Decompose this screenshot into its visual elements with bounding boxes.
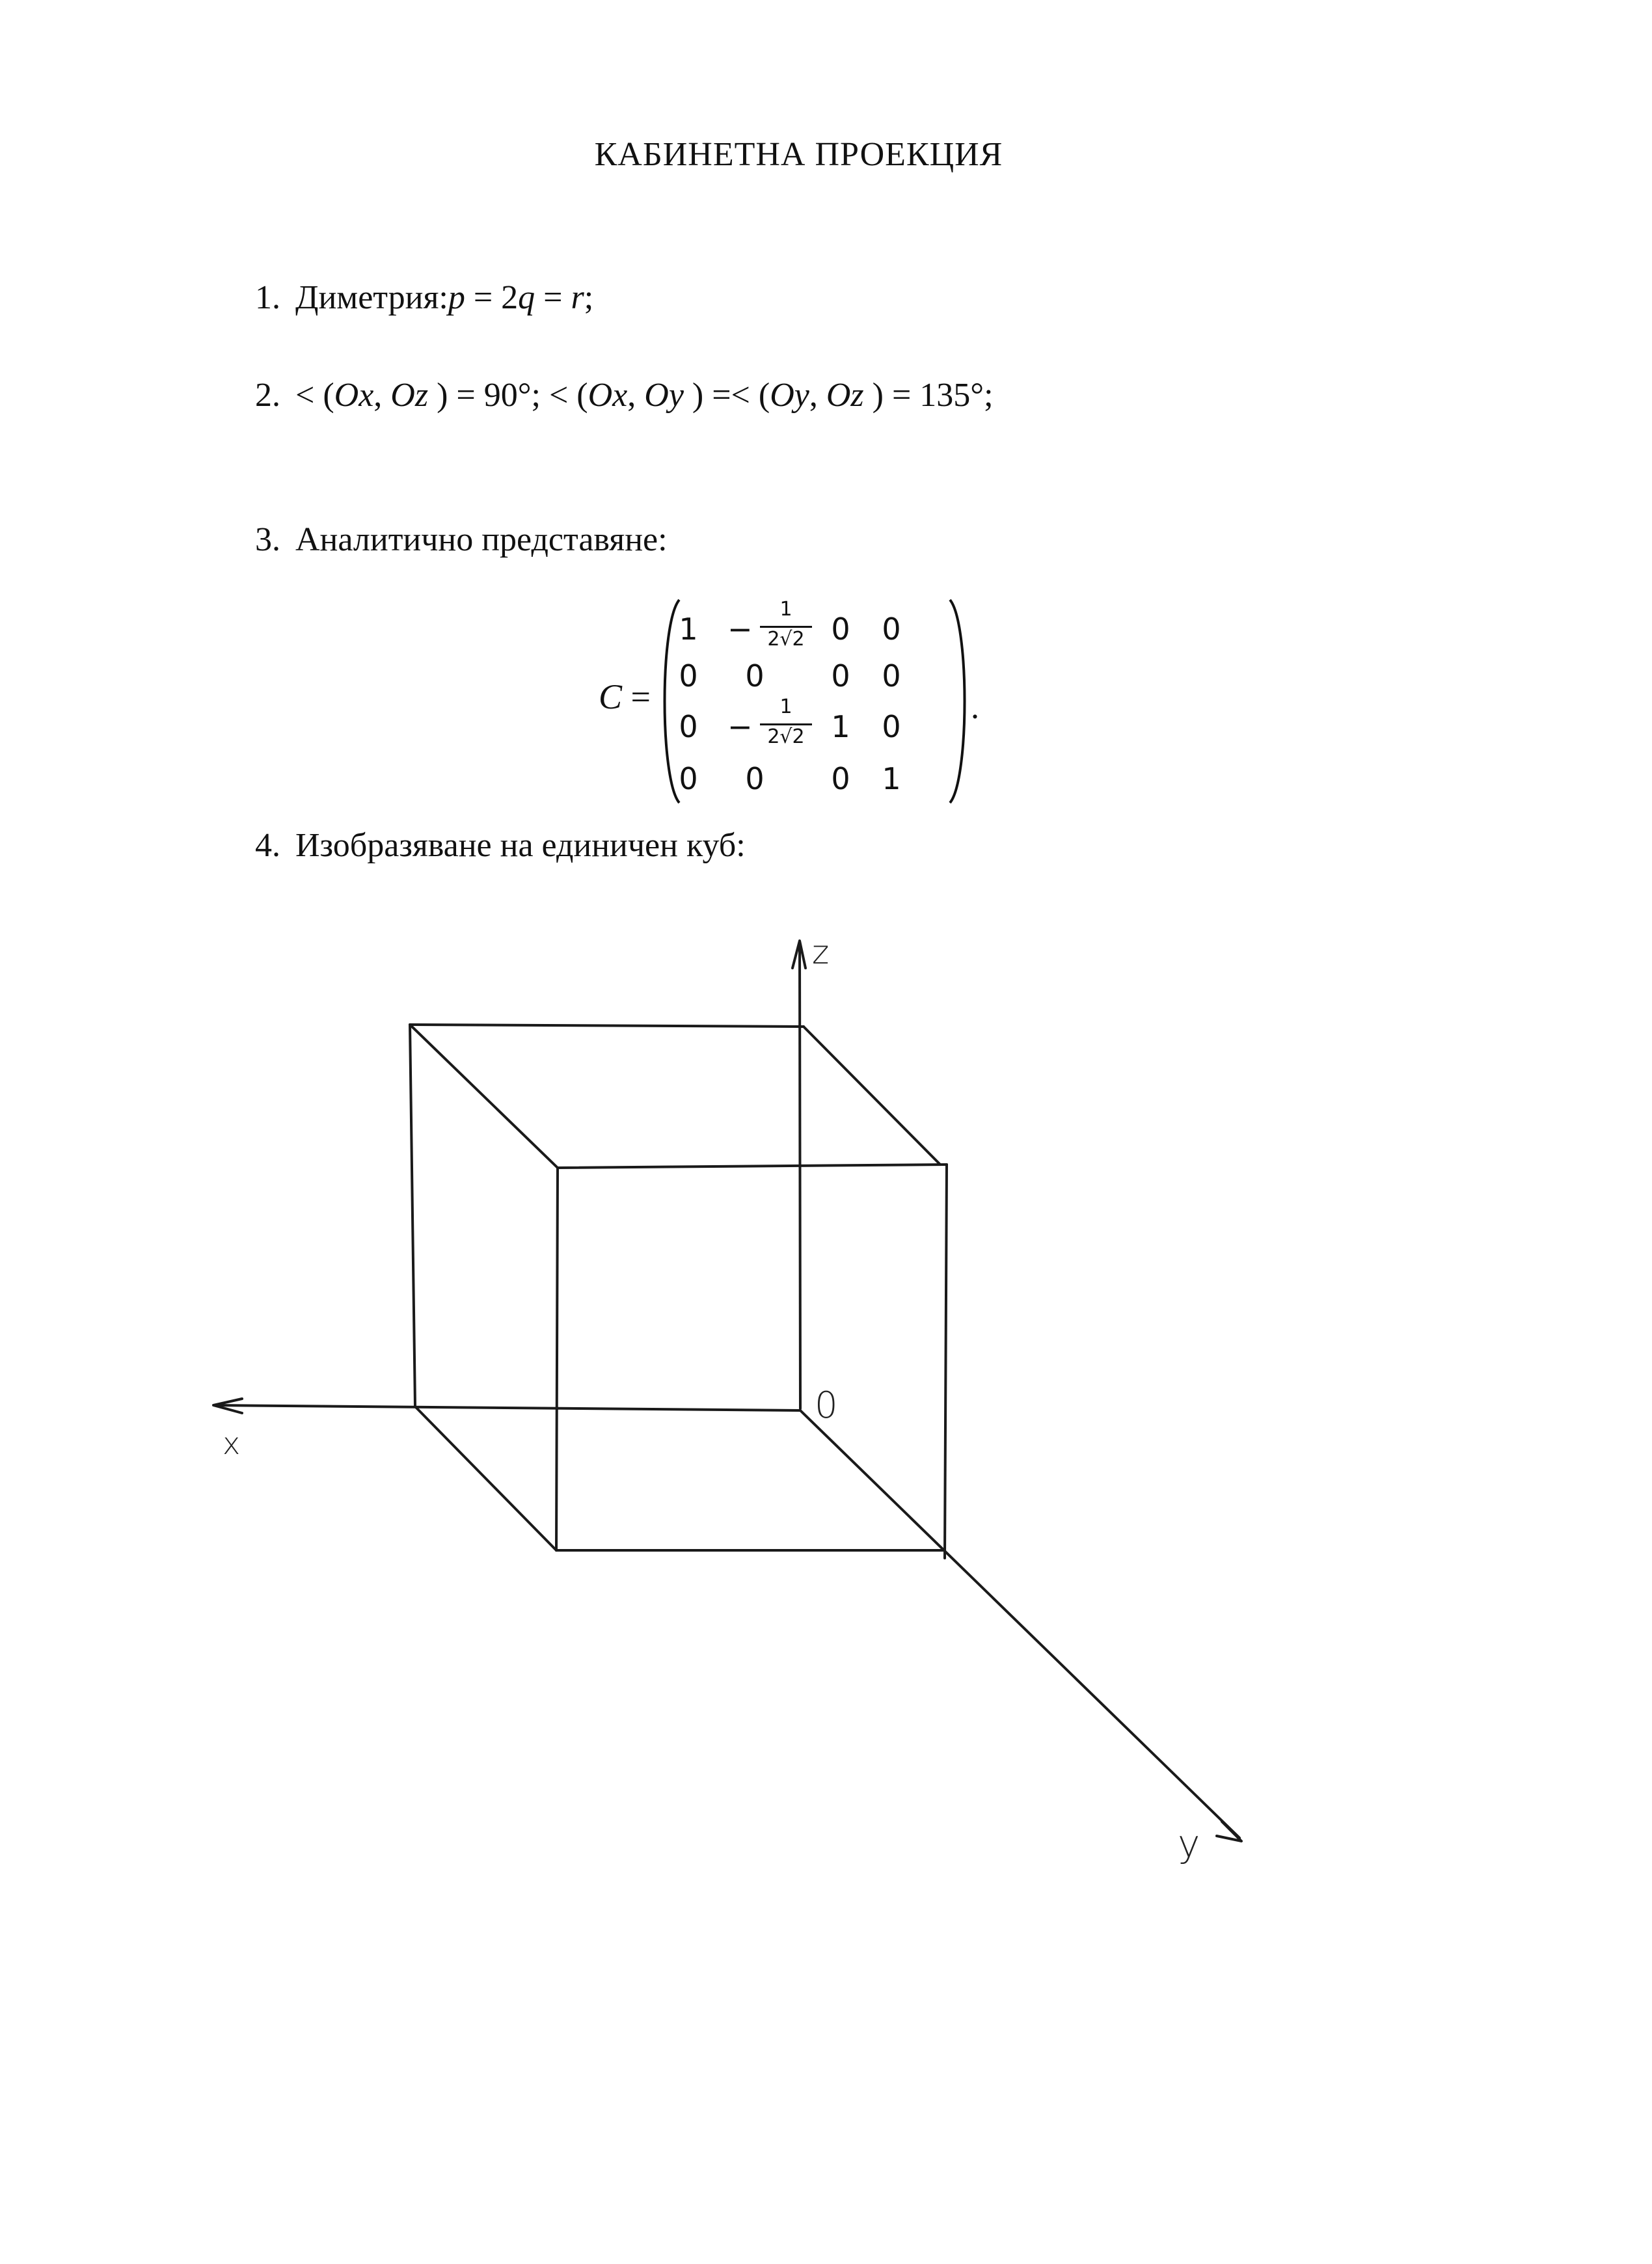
matrix-cell: 0 [882, 709, 901, 744]
fraction-denominator: 2√2 [767, 628, 805, 651]
matrix-cell: 0 [745, 761, 765, 796]
origin-label: 0 [815, 1384, 838, 1427]
matrix-cell: 0 [745, 658, 765, 694]
cube-edge [415, 1407, 556, 1550]
cube-edge [410, 1025, 415, 1407]
item-number: 4. [255, 827, 280, 864]
matrix-cell: 0 [679, 709, 698, 744]
matrix-cell: 1 [679, 612, 698, 647]
item-number: 2. [255, 377, 280, 414]
cube-edge [558, 1165, 947, 1168]
item-formula: < (Ox, Oz ) = 90°; < (Ox, Oy ) =< (Oy, Oz ) = 135°; [295, 377, 994, 414]
matrix-cell: 0 [831, 761, 850, 796]
matrix-cell: 0 [882, 658, 901, 694]
cube-edge [410, 1025, 804, 1027]
matrix-cell: 0 [831, 612, 850, 647]
y-axis-line [800, 1410, 1239, 1838]
matrix-period: . [971, 689, 979, 726]
item-label: Изобразяване на единичен куб: [295, 827, 746, 864]
fraction-numerator: 1 [779, 598, 792, 621]
item-label: Диметрия: [295, 279, 448, 316]
page-title: КАБИНЕТНА ПРОЕКЦИЯ [594, 136, 1003, 173]
matrix-cell: 0 [679, 658, 698, 694]
y-axis-label: y [1178, 1822, 1200, 1866]
cube-edge [410, 1025, 558, 1168]
fraction-numerator: 1 [779, 695, 792, 718]
matrix-cell: 1 [882, 761, 901, 796]
cube-edge [804, 1027, 940, 1165]
fraction-denominator: 2√2 [767, 725, 805, 748]
item-number: 3. [255, 521, 280, 558]
fraction-sign: − [727, 709, 753, 744]
matrix-cell: 0 [831, 658, 850, 694]
item-formula: p = 2q = r; [448, 279, 594, 316]
matrix-lhs: C = [599, 677, 651, 716]
matrix-cell: 0 [882, 612, 901, 647]
x-axis-label: x [223, 1426, 241, 1461]
matrix-cell: 1 [831, 709, 850, 744]
cube-edge [945, 1165, 947, 1558]
x-axis-line [215, 1405, 800, 1410]
fraction-sign: − [727, 612, 753, 647]
z-axis-label: z [812, 934, 830, 971]
item-number: 1. [255, 279, 280, 316]
cube-edge [556, 1168, 558, 1550]
matrix-cell: 0 [679, 761, 698, 796]
y-axis-arrow [1217, 1822, 1241, 1841]
item-label: Аналитично представяне: [295, 521, 668, 558]
